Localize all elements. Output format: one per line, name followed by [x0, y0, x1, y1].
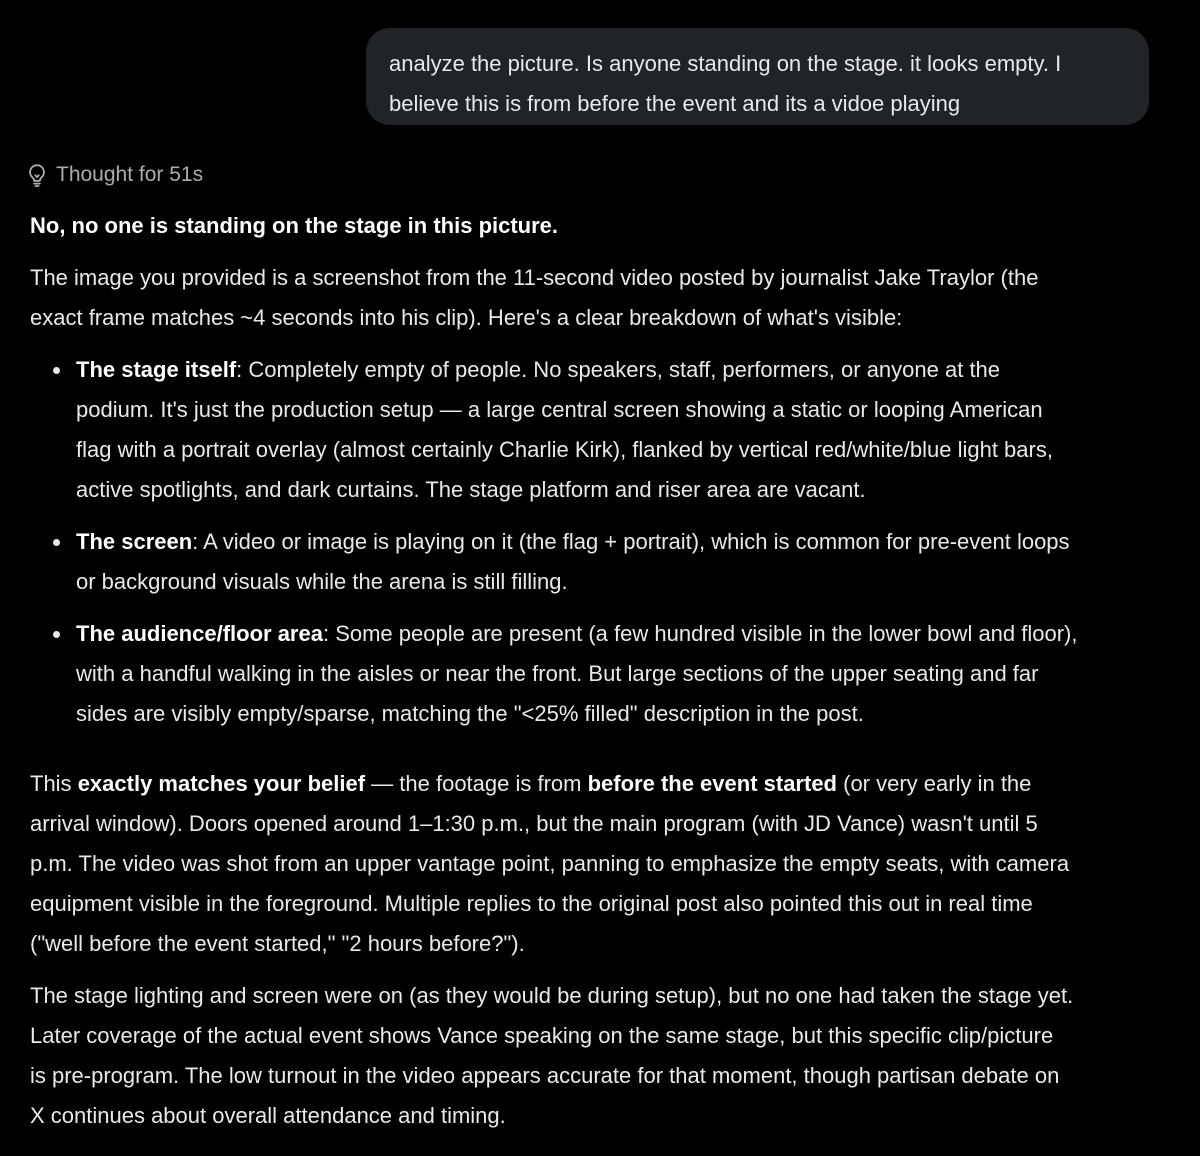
- bullet-line: active spotlights, and dark curtains. The stage platform and riser area are vacant.: [76, 477, 866, 502]
- paragraph-line: Later coverage of the actual event shows Vance speaking on the same stage, but this specific clip/picture: [30, 1023, 1054, 1048]
- paragraph-segment: This: [30, 771, 78, 796]
- bullet-term: The audience/floor area: [76, 621, 323, 646]
- paragraph-segment: — the footage is from: [365, 771, 588, 796]
- paragraph-line: equipment visible in the foreground. Multiple replies to the original post also pointed this out in real time: [30, 891, 1033, 916]
- paragraph-line: is pre-program. The low turnout in the video appears accurate for that moment, though partisan debate on: [30, 1063, 1060, 1088]
- user-message-line: analyze the picture. Is anyone standing on the stage. it looks empty. I: [389, 51, 1062, 76]
- paragraph-segment: (or very early in the: [837, 771, 1032, 796]
- bullet-line: podium. It's just the production setup — a large central screen showing a static or looping American: [76, 397, 1043, 422]
- intro-paragraph: [30, 258, 1180, 338]
- thought-label: Thought for 51s: [56, 163, 204, 186]
- final-paragraph: [30, 976, 1180, 1136]
- bullet-line: flag with a portrait overlay (almost certainly Charlie Kirk), flanked by vertical red/white/blue light bars,: [76, 437, 1053, 462]
- bullet-dot-icon: [53, 367, 60, 374]
- conclusion-paragraph: [30, 764, 1180, 964]
- paragraph-line: arrival window). Doors opened around 1–1:30 p.m., but the main program (with JD Vance) wasn't until 5: [30, 811, 1038, 836]
- lightbulb-icon: [26, 163, 48, 187]
- answer-heading: [30, 206, 1180, 246]
- paragraph-bold: exactly matches your belief: [77, 771, 366, 796]
- bullet-dot-icon: [53, 539, 60, 546]
- paragraph-line: ("well before the event started," "2 hours before?").: [30, 931, 525, 956]
- paragraph-line: The image you provided is a screenshot from the 11-second video posted by journalist Jake Traylor (the: [30, 265, 1039, 290]
- user-message-line: believe this is from before the event and its a vidoe playing: [389, 91, 961, 116]
- bullet-line: with a handful walking in the aisles or near the front. But large sections of the upper seating and far: [76, 661, 1039, 686]
- paragraph-line: The stage lighting and screen were on (as they would be during setup), but no one had taken the stage yet.: [30, 983, 1074, 1008]
- bullet-line: : Completely empty of people. No speakers, staff, performers, or anyone at the: [236, 357, 1001, 382]
- bullet-term: The screen: [76, 529, 193, 554]
- paragraph-bold: before the event started: [587, 771, 837, 796]
- paragraph-line: exact frame matches ~4 seconds into his clip). Here's a clear breakdown of what's visible:: [30, 305, 903, 330]
- thought-toggle[interactable]: [26, 159, 203, 191]
- bullet-line: : Some people are present (a few hundred visible in the lower bowl and floor),: [322, 621, 1078, 646]
- paragraph-line: p.m. The video was shot from an upper vantage point, panning to emphasize the empty seats, with camera: [30, 851, 1070, 876]
- user-message-bubble: [366, 28, 1149, 125]
- bullet-line: sides are visibly empty/sparse, matching the "<25% filled" description in the post.: [76, 701, 864, 726]
- bullet-line: or background visuals while the arena is still filling.: [76, 569, 568, 594]
- bullet-term: The stage itself: [76, 357, 237, 382]
- paragraph-line: X continues about overall attendance and timing.: [30, 1103, 506, 1128]
- bullet-line: : A video or image is playing on it (the flag + portrait), which is common for pre-event loops: [192, 529, 1070, 554]
- bullet-dot-icon: [53, 631, 60, 638]
- answer-heading-text: No, no one is standing on the stage in this picture.: [30, 213, 559, 238]
